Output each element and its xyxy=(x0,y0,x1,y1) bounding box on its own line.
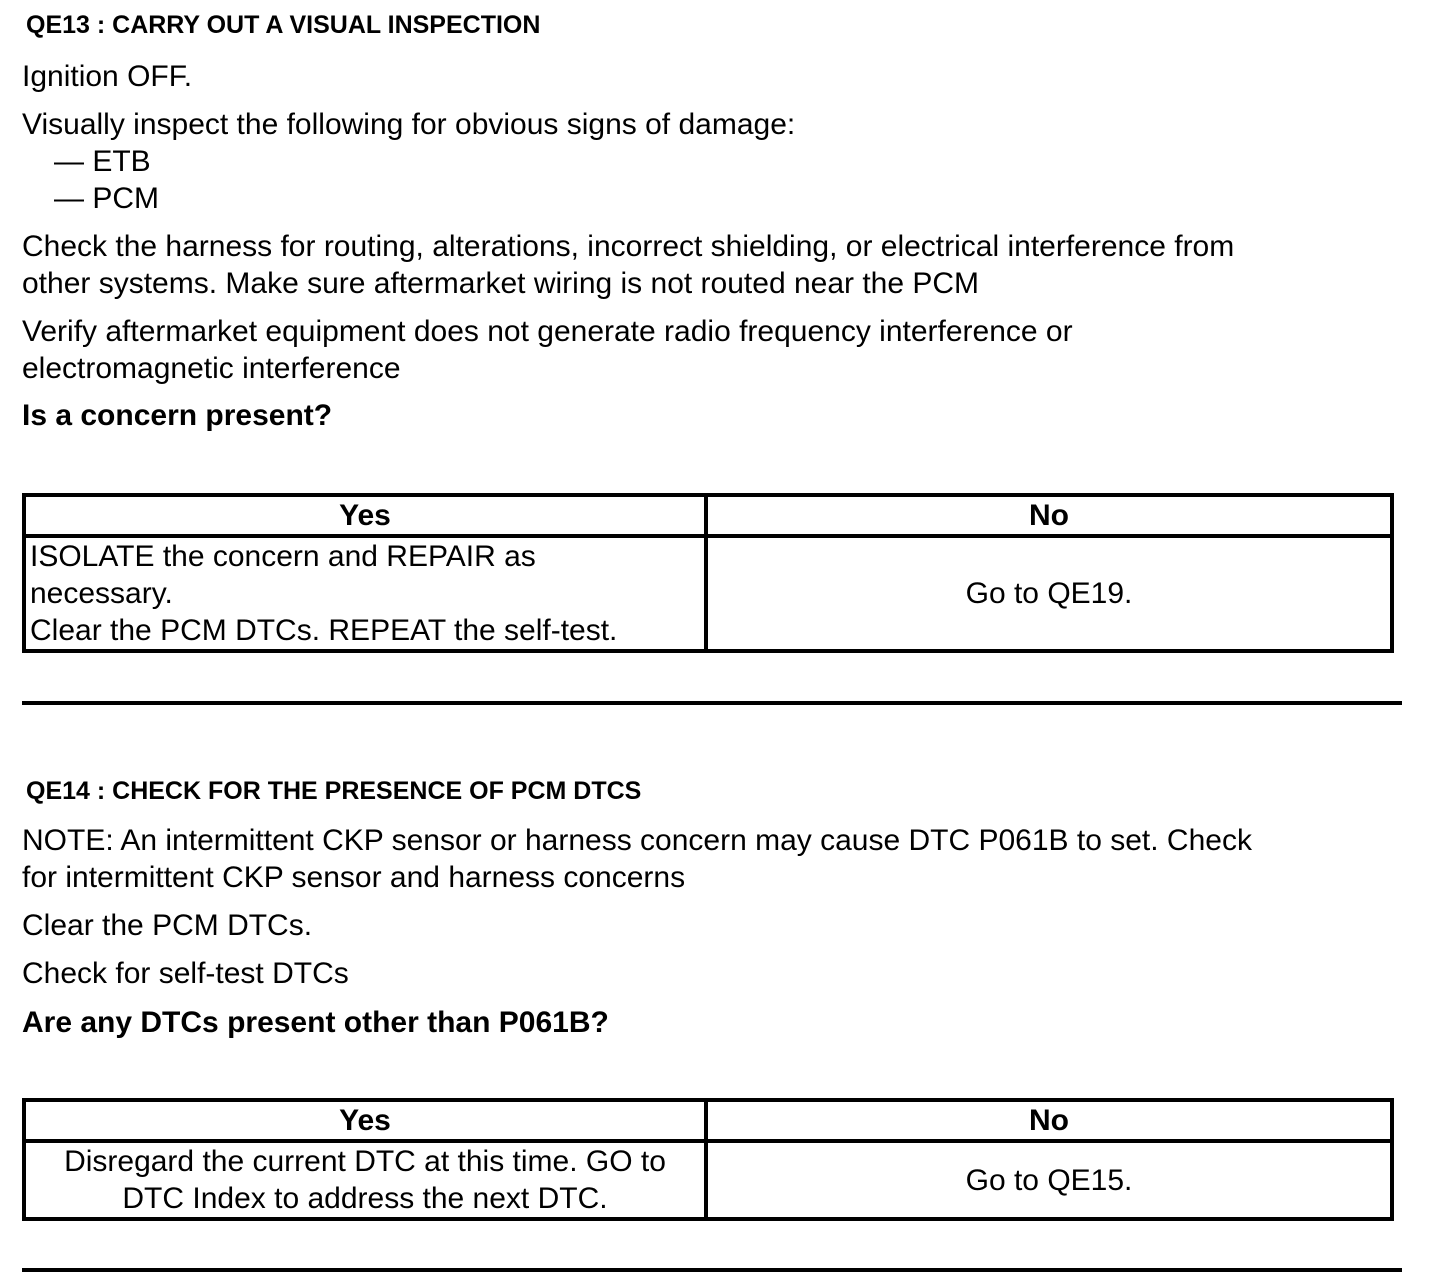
qe13-harness-text xyxy=(22,228,1234,302)
yes-action-cell xyxy=(24,536,706,651)
qe13-aftermarket-text xyxy=(22,313,1073,387)
qe13-harness-line-1: Check the harness for routing, alterations, incorrect shielding, or electrical interference from xyxy=(22,230,1235,263)
qe13-yes-no-table xyxy=(22,493,1394,653)
table-header-row xyxy=(24,495,1392,536)
yes-action-line-2: necessary. xyxy=(30,577,173,610)
yes-action-line-3: Clear the PCM DTCs. REPEAT the self-test. xyxy=(30,614,618,647)
qe14-heading: QE14 : CHECK FOR THE PRESENCE OF PCM DTCS xyxy=(26,777,642,805)
section-divider xyxy=(22,701,1402,705)
qe13-inspect-text: Visually inspect the following for obvious signs of damage: xyxy=(22,108,796,141)
no-action-cell: Go to QE19. xyxy=(706,536,1392,651)
yes-header: Yes xyxy=(24,495,706,536)
yes-action-line-1: Disregard the current DTC at this time. GO to xyxy=(64,1145,666,1178)
qe14-note-text xyxy=(22,822,1252,896)
qe13-aftermarket-line-2: electromagnetic interference xyxy=(22,352,401,385)
table-header-row xyxy=(24,1100,1392,1141)
qe13-aftermarket-line-1: Verify aftermarket equipment does not generate radio frequency interference or xyxy=(22,315,1073,348)
qe14-note-line-2: for intermittent CKP sensor and harness concerns xyxy=(22,861,686,894)
qe14-clear-text: Clear the PCM DTCs. xyxy=(22,909,313,942)
qe14-check-text: Check for self-test DTCs xyxy=(22,957,349,990)
yes-action-line-2: DTC Index to address the next DTC. xyxy=(122,1182,608,1215)
no-action-cell: Go to QE15. xyxy=(706,1141,1392,1219)
qe13-harness-line-2: other systems. Make sure aftermarket wiring is not routed near the PCM xyxy=(22,267,980,300)
qe13-bullet-pcm: — PCM xyxy=(54,182,159,215)
yes-action-cell xyxy=(24,1141,706,1219)
table-row xyxy=(24,1141,1392,1219)
qe14-yes-no-table xyxy=(22,1098,1394,1221)
qe13-ignition-text: Ignition OFF. xyxy=(22,60,193,93)
qe13-question: Is a concern present? xyxy=(22,399,333,432)
table-row xyxy=(24,536,1392,651)
qe14-question: Are any DTCs present other than P061B? xyxy=(22,1006,609,1039)
no-header: No xyxy=(706,495,1392,536)
section-divider xyxy=(22,1268,1402,1272)
qe13-heading: QE13 : CARRY OUT A VISUAL INSPECTION xyxy=(26,11,541,39)
yes-header: Yes xyxy=(24,1100,706,1141)
qe13-bullet-etb: — ETB xyxy=(54,145,151,178)
yes-action-line-1: ISOLATE the concern and REPAIR as xyxy=(30,540,536,573)
no-header: No xyxy=(706,1100,1392,1141)
qe14-note-line-1: NOTE: An intermittent CKP sensor or harness concern may cause DTC P061B to set. Check xyxy=(22,824,1252,857)
